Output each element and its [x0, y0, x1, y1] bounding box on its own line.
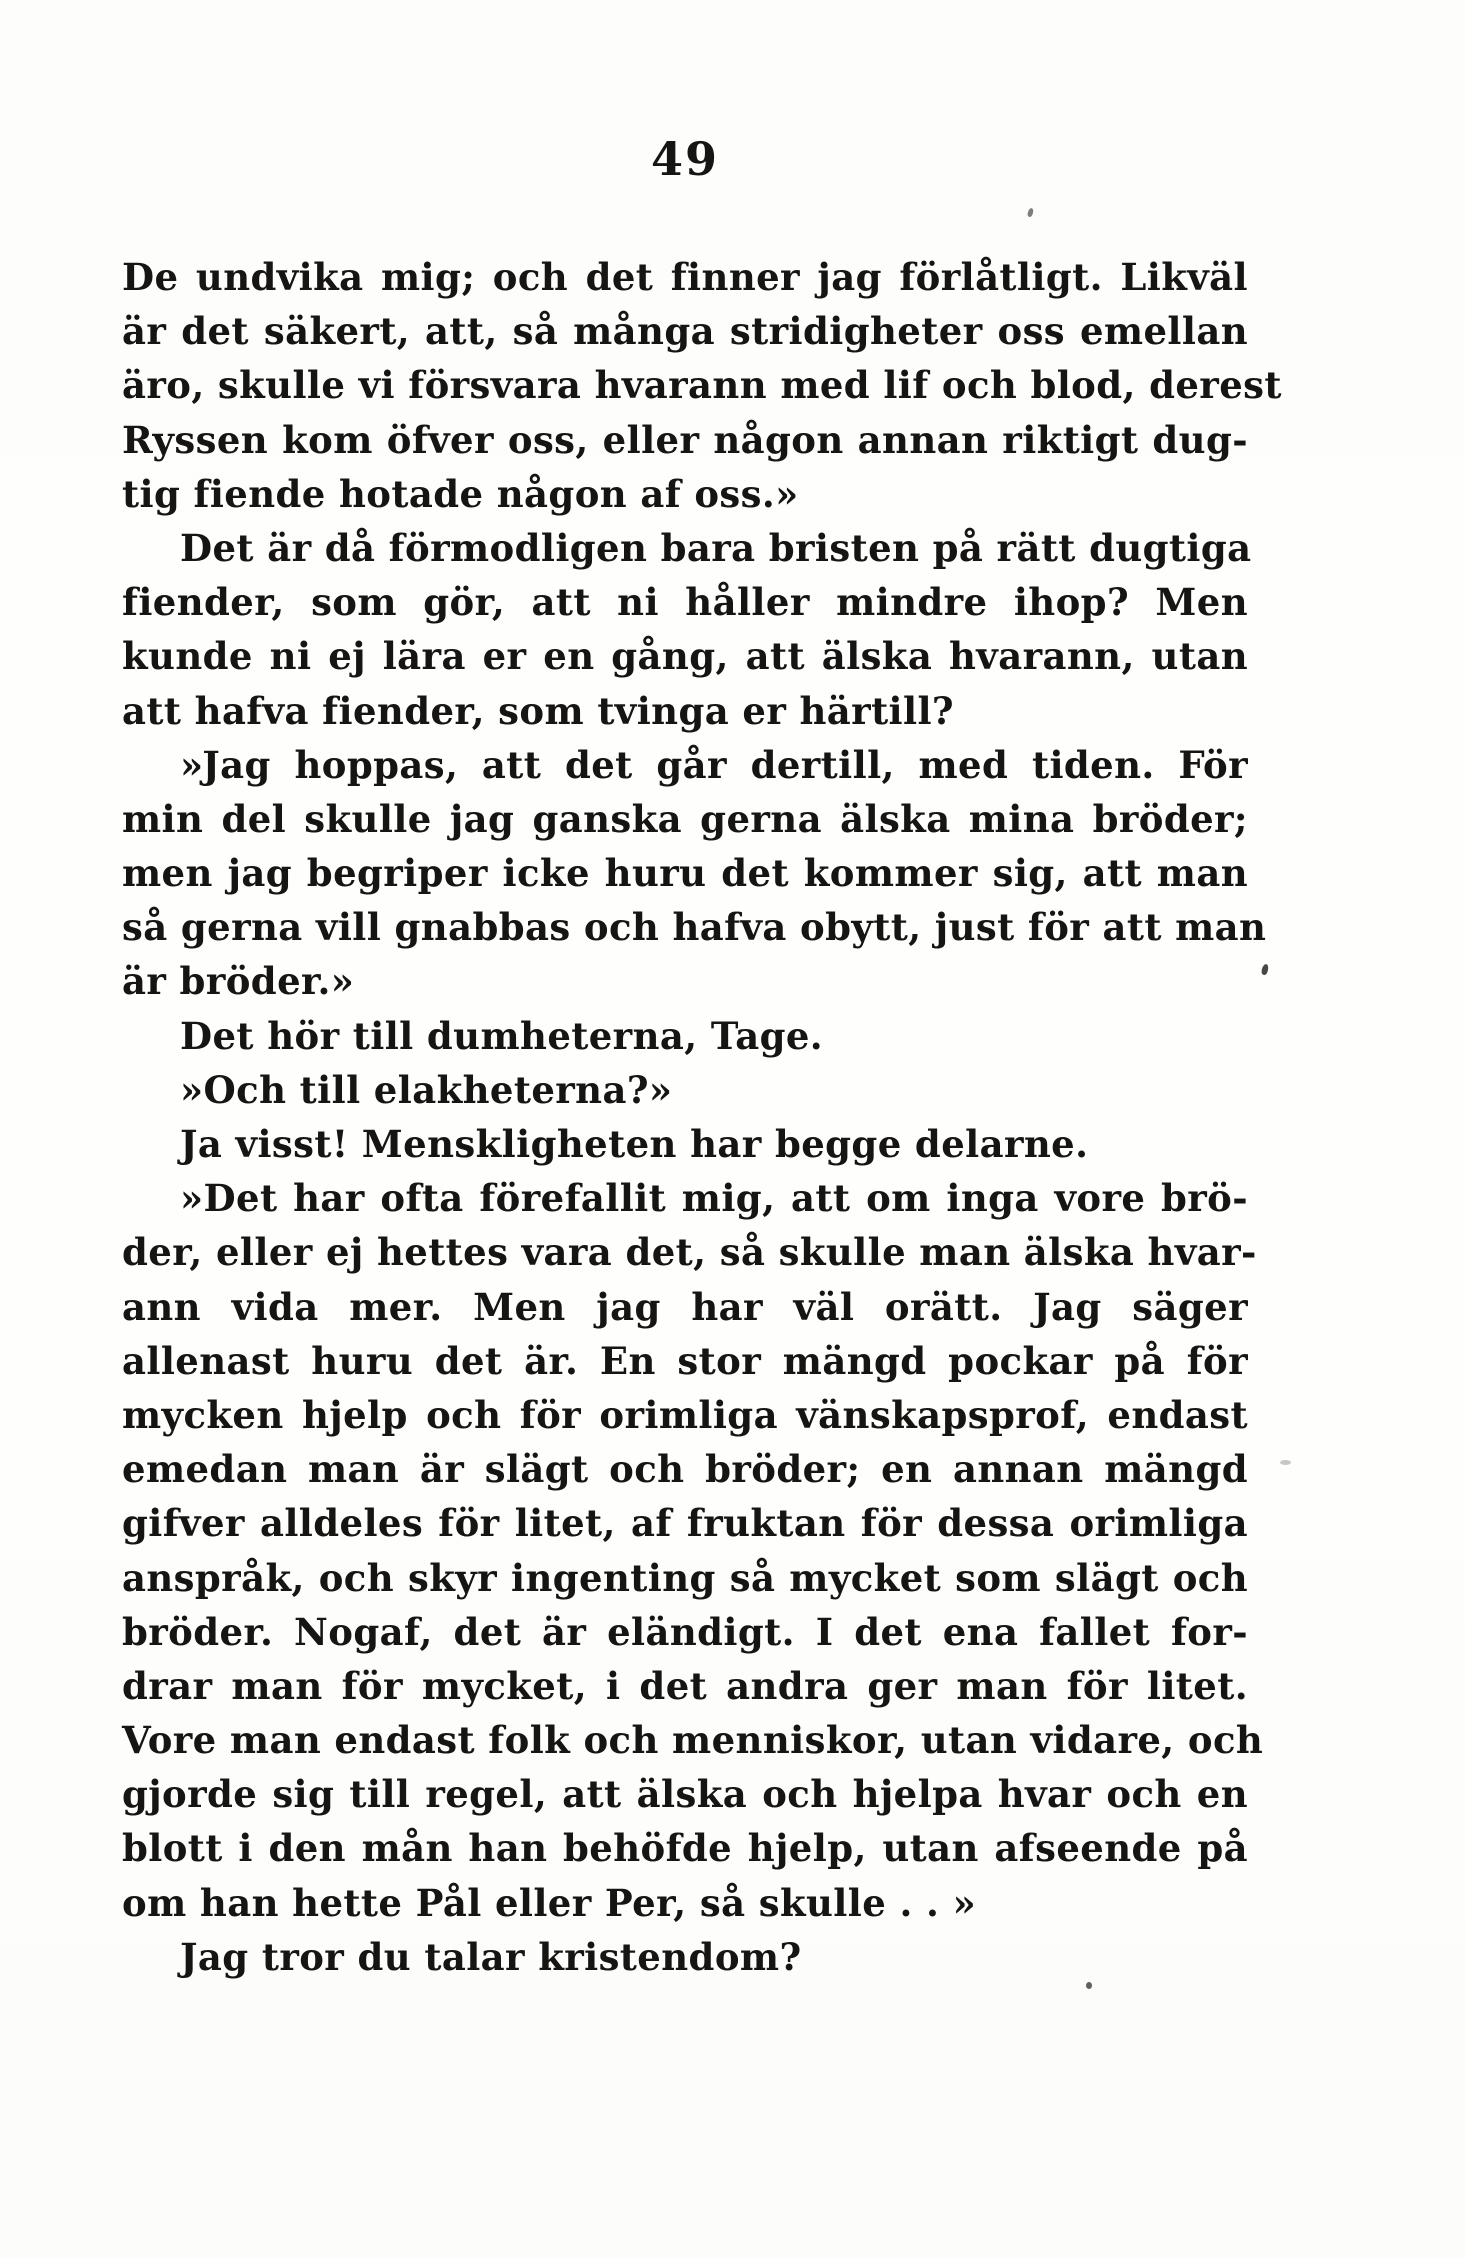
text-line: mycken hjelp och för orimliga vänskapsprof, endast [122, 1392, 1248, 1437]
text-line: De undvika mig; och det finner jag förlåtligt. Likväl [122, 255, 1248, 299]
text-line: gjorde sig till regel, att älska och hjelpa hvar och en [122, 1772, 1248, 1817]
text-line: Jag tror du talar kristendom? [180, 1934, 802, 1979]
text-line: ann vida mer. Men jag har väl orätt. Jag säger [122, 1284, 1248, 1329]
text-line: anspråk, och skyr ingenting så mycket som slägt och [122, 1555, 1248, 1600]
text-line: tig fiende hotade någon af oss.» [122, 471, 799, 516]
text-line: Vore man endast folk och menniskor, utan vidare, och [122, 1718, 1264, 1763]
text-line: »Och till elakheterna?» [180, 1067, 673, 1112]
text-line: allenast huru det är. En stor mängd pockar på för [122, 1338, 1248, 1383]
page-number: 49 [650, 132, 719, 186]
ink-speck [1280, 1460, 1291, 1465]
text-line: »Jag hoppas, att det går dertill, med tiden. För [180, 742, 1248, 787]
text-line: är bröder.» [122, 959, 355, 1004]
text-line: fiender, som gör, att ni håller mindre ihop? Men [122, 580, 1248, 625]
text-line: Det hör till dumheterna, Tage. [180, 1013, 824, 1058]
ink-speck [1261, 963, 1269, 975]
text-line: att hafva fiender, som tvinga er härtill? [122, 688, 955, 733]
text-line: min del skulle jag ganska gerna älska mina bröder; [122, 796, 1248, 841]
text-line: drar man för mycket, i det andra ger man för litet. [122, 1663, 1248, 1708]
body-text [122, 250, 1282, 1984]
text-line: är det säkert, att, så många stridigheter oss emellan [122, 309, 1248, 354]
text-line: blott i den mån han behöfde hjelp, utan afseende på [122, 1826, 1248, 1871]
text-line: kunde ni ej lära er en gång, att älska hvarann, utan [122, 634, 1248, 679]
text-line: gifver alldeles för litet, af fruktan för dessa orimliga [122, 1501, 1248, 1546]
text-line: der, eller ej hettes vara det, så skulle man älska hvar- [122, 1230, 1257, 1275]
text-line: emedan man är slägt och bröder; en annan mängd [122, 1447, 1248, 1492]
ink-speck [1027, 207, 1035, 217]
text-line: Ja visst! Menskligheten har begge delarne. [180, 1122, 1089, 1166]
text-line: om han hette Pål eller Per, så skulle . . » [122, 1880, 977, 1925]
text-line: så gerna vill gnabbas och hafva obytt, just för att man [122, 905, 1267, 950]
text-line: bröder. Nogaf, det är eländigt. I det ena fallet for- [122, 1609, 1248, 1654]
text-line: Ryssen kom öfver oss, eller någon annan riktigt dug- [122, 417, 1248, 462]
text-line: »Det har ofta förefallit mig, att om inga vore brö- [180, 1176, 1248, 1221]
text-line: Det är då förmodligen bara bristen på rätt dugtiga [180, 525, 1252, 570]
ink-speck [1086, 1982, 1092, 1989]
text-line: men jag begriper icke huru det kommer sig, att man [122, 851, 1248, 896]
text-line: äro, skulle vi försvara hvarann med lif och blod, derest [122, 363, 1282, 408]
